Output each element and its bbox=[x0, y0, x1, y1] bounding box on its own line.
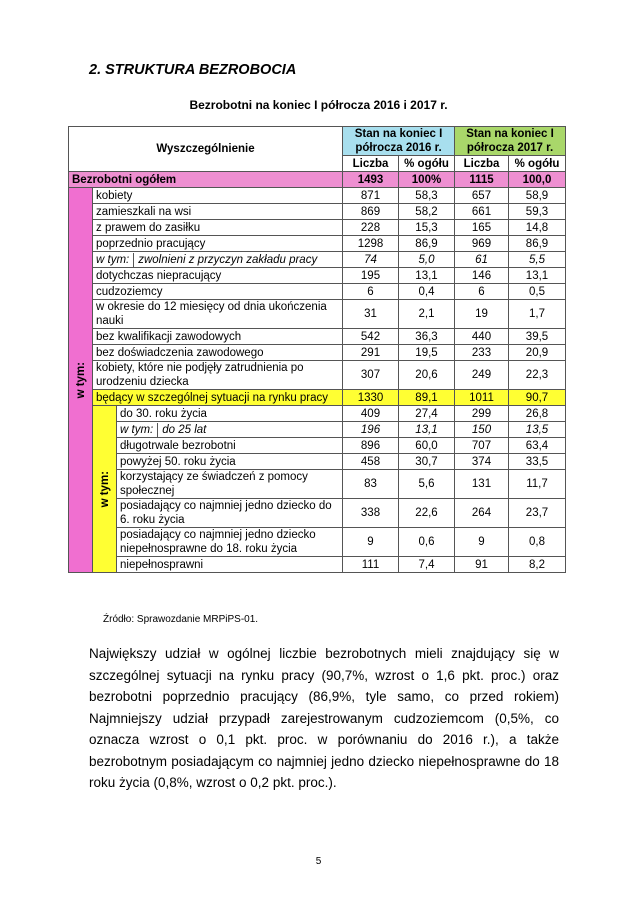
row-count-2016: 871 bbox=[343, 188, 399, 204]
row-count-2017: 657 bbox=[455, 188, 509, 204]
row-pct-2017: 14,8 bbox=[509, 220, 566, 236]
header-liczba-2016: Liczba bbox=[343, 156, 399, 172]
row-count-2017: 91 bbox=[455, 557, 509, 573]
table-row bbox=[69, 422, 566, 438]
row-label: zamieszkali na wsi bbox=[93, 204, 343, 220]
total-label: Bezrobotni ogółem bbox=[69, 172, 343, 188]
row-count-2017: 9 bbox=[455, 528, 509, 557]
row-count-2016: 196 bbox=[343, 422, 399, 438]
row-label: z prawem do zasiłku bbox=[93, 220, 343, 236]
row-pct-2017: 33,5 bbox=[509, 454, 566, 470]
row-label: posiadający co najmniej jedno dziecko niepełnosprawne do 18. roku życia bbox=[117, 528, 343, 557]
table-row bbox=[69, 557, 566, 573]
row-count-2017: 661 bbox=[455, 204, 509, 220]
total-count-2017: 1115 bbox=[455, 172, 509, 188]
row-pct-2016: 58,2 bbox=[399, 204, 455, 220]
row-pct-2016: 13,1 bbox=[399, 268, 455, 284]
row-count-2016: 6 bbox=[343, 284, 399, 300]
row-count-2017: 233 bbox=[455, 345, 509, 361]
header-liczba-2017: Liczba bbox=[455, 156, 509, 172]
row-count-2016: 83 bbox=[343, 470, 399, 499]
row-count-2016: 291 bbox=[343, 345, 399, 361]
row-count-2016: 869 bbox=[343, 204, 399, 220]
row-pct-2017: 23,7 bbox=[509, 499, 566, 528]
table-row bbox=[69, 361, 566, 390]
table-row bbox=[69, 438, 566, 454]
row-count-2017: 707 bbox=[455, 438, 509, 454]
row-pct-2017: 0,5 bbox=[509, 284, 566, 300]
table-row bbox=[69, 204, 566, 220]
row-pct-2017: 1,7 bbox=[509, 300, 566, 329]
row-pct-2016: 36,3 bbox=[399, 329, 455, 345]
w-tym-prefix: w tym: bbox=[96, 253, 134, 267]
row-label: długotrwale bezrobotni bbox=[117, 438, 343, 454]
row-label: w okresie do 12 miesięcy od dnia ukończenia nauki bbox=[93, 300, 343, 329]
row-count-2016: 9 bbox=[343, 528, 399, 557]
row-pct-2017: 11,7 bbox=[509, 470, 566, 499]
row-pct-2016: 15,3 bbox=[399, 220, 455, 236]
row-count-2016: 458 bbox=[343, 454, 399, 470]
row-pct-2016: 7,4 bbox=[399, 557, 455, 573]
row-count-2016: 111 bbox=[343, 557, 399, 573]
table-row bbox=[69, 268, 566, 284]
row-label: posiadający co najmniej jedno dziecko do 6. roku życia bbox=[117, 499, 343, 528]
row-pct-2017: 58,9 bbox=[509, 188, 566, 204]
row-label: kobiety, które nie podjęły zatrudnienia po urodzeniu dziecka bbox=[93, 361, 343, 390]
table-row bbox=[69, 300, 566, 329]
row-label: kobiety bbox=[93, 188, 343, 204]
row-count-2017: 61 bbox=[455, 252, 509, 268]
body-paragraph: Największy udział w ogólnej liczbie bezrobotnych mieli znajdujący się w szczególnej sytuacji na rynku pracy (90,7%, wzrost o 1,6 pkt. proc.) oraz bezrobotni poprzednio pracujący (86,9%, tyle samo, co przed rokiem) Najmniejszy udział przypadł zarejestrowanym cudzoziemcom (0,5%, co oznacza wzrost o 0,1 pkt. proc. w porównaniu do 2016 r.), a także bezrobotnym posiadającym co najmniej jedno dziecko niepełnosprawne do 18 roku życia (0,8%, wzrost o 0,2 pkt. proc.). bbox=[89, 646, 559, 790]
row-count-2017: 969 bbox=[455, 236, 509, 252]
row-count-2016: 195 bbox=[343, 268, 399, 284]
row-pct-2016: 0,4 bbox=[399, 284, 455, 300]
row-pct-2017: 22,3 bbox=[509, 361, 566, 390]
row-pct-2016: 86,9 bbox=[399, 236, 455, 252]
total-count-2016: 1493 bbox=[343, 172, 399, 188]
w-tym-column bbox=[69, 188, 93, 573]
w-tym-label: w tym: bbox=[74, 361, 87, 399]
row-pct-2016: 2,1 bbox=[399, 300, 455, 329]
row-count-2016: 338 bbox=[343, 499, 399, 528]
row-pct-2016: 89,1 bbox=[399, 390, 455, 406]
row-count-2016: 74 bbox=[343, 252, 399, 268]
row-count-2017: 19 bbox=[455, 300, 509, 329]
row-count-2017: 1011 bbox=[455, 390, 509, 406]
row-count-2016: 1298 bbox=[343, 236, 399, 252]
table-row bbox=[69, 345, 566, 361]
row-pct-2017: 59,3 bbox=[509, 204, 566, 220]
row-label: bez doświadczenia zawodowego bbox=[93, 345, 343, 361]
row-pct-2017: 20,9 bbox=[509, 345, 566, 361]
row-count-2016: 409 bbox=[343, 406, 399, 422]
row-pct-2016: 20,6 bbox=[399, 361, 455, 390]
table-row bbox=[69, 220, 566, 236]
row-label: korzystający ze świadczeń z pomocy społecznej bbox=[117, 470, 343, 499]
header-pct-2017: % ogółu bbox=[509, 156, 566, 172]
table-row bbox=[69, 454, 566, 470]
row-label: poprzednio pracujący bbox=[93, 236, 343, 252]
row-count-2017: 131 bbox=[455, 470, 509, 499]
table-row bbox=[69, 470, 566, 499]
row-pct-2016: 27,4 bbox=[399, 406, 455, 422]
row-pct-2017: 5,5 bbox=[509, 252, 566, 268]
header-period-2016: Stan na koniec I półrocza 2016 r. bbox=[343, 127, 455, 156]
special-situation-row bbox=[69, 390, 566, 406]
header-pct-2016: % ogółu bbox=[399, 156, 455, 172]
row-count-2017: 249 bbox=[455, 361, 509, 390]
row-pct-2017: 13,5 bbox=[509, 422, 566, 438]
row-count-2017: 374 bbox=[455, 454, 509, 470]
header-wyszczegolnienie: Wyszczególnienie bbox=[69, 127, 343, 172]
row-pct-2017: 39,5 bbox=[509, 329, 566, 345]
row-pct-2016: 0,6 bbox=[399, 528, 455, 557]
row-pct-2017: 26,8 bbox=[509, 406, 566, 422]
row-label bbox=[93, 252, 343, 268]
row-count-2016: 31 bbox=[343, 300, 399, 329]
w-tym-prefix: w tym: bbox=[120, 423, 158, 437]
row-count-2017: 299 bbox=[455, 406, 509, 422]
row-pct-2017: 63,4 bbox=[509, 438, 566, 454]
row-pct-2017: 0,8 bbox=[509, 528, 566, 557]
row-pct-2016: 19,5 bbox=[399, 345, 455, 361]
row-pct-2017: 8,2 bbox=[509, 557, 566, 573]
row-label: powyżej 50. roku życia bbox=[117, 454, 343, 470]
table-row bbox=[69, 329, 566, 345]
row-pct-2016: 5,0 bbox=[399, 252, 455, 268]
row-label-text: zwolnieni z przyczyn zakładu pracy bbox=[138, 253, 318, 266]
section-heading: 2. STRUKTURA BEZROBOCIA bbox=[89, 62, 297, 78]
table-row bbox=[69, 499, 566, 528]
row-label: cudzoziemcy bbox=[93, 284, 343, 300]
table-row bbox=[69, 528, 566, 557]
table-caption: Bezrobotni na koniec I półrocza 2016 i 2017 r. bbox=[189, 98, 448, 112]
row-pct-2016: 5,6 bbox=[399, 470, 455, 499]
row-count-2016: 896 bbox=[343, 438, 399, 454]
row-count-2017: 165 bbox=[455, 220, 509, 236]
row-label: będący w szczególnej sytuacji na rynku pracy bbox=[93, 390, 343, 406]
row-pct-2017: 90,7 bbox=[509, 390, 566, 406]
source-note: Źródło: Sprawozdanie MRPiPS-01. bbox=[103, 614, 259, 625]
row-count-2017: 6 bbox=[455, 284, 509, 300]
table-row bbox=[69, 188, 566, 204]
w-tym-sub-column bbox=[93, 406, 117, 573]
row-count-2017: 264 bbox=[455, 499, 509, 528]
total-pct-2017: 100,0 bbox=[509, 172, 566, 188]
row-count-2016: 307 bbox=[343, 361, 399, 390]
table-row bbox=[69, 284, 566, 300]
table-row bbox=[69, 406, 566, 422]
row-pct-2017: 13,1 bbox=[509, 268, 566, 284]
row-pct-2016: 60,0 bbox=[399, 438, 455, 454]
row-count-2016: 1330 bbox=[343, 390, 399, 406]
row-pct-2016: 58,3 bbox=[399, 188, 455, 204]
table-row bbox=[69, 252, 566, 268]
row-pct-2017: 86,9 bbox=[509, 236, 566, 252]
row-pct-2016: 22,6 bbox=[399, 499, 455, 528]
row-label: dotychczas niepracujący bbox=[93, 268, 343, 284]
row-label-text: do 25 lat bbox=[162, 423, 207, 436]
page-number: 5 bbox=[315, 856, 322, 867]
row-count-2017: 146 bbox=[455, 268, 509, 284]
table-row bbox=[69, 236, 566, 252]
row-label: niepełnosprawni bbox=[117, 557, 343, 573]
row-pct-2016: 30,7 bbox=[399, 454, 455, 470]
row-label: bez kwalifikacji zawodowych bbox=[93, 329, 343, 345]
row-count-2017: 440 bbox=[455, 329, 509, 345]
row-count-2016: 542 bbox=[343, 329, 399, 345]
w-tym-sub-label: w tym: bbox=[98, 470, 111, 508]
total-row bbox=[69, 172, 566, 188]
row-label bbox=[117, 422, 343, 438]
total-pct-2016: 100% bbox=[399, 172, 455, 188]
row-pct-2016: 13,1 bbox=[399, 422, 455, 438]
row-count-2017: 150 bbox=[455, 422, 509, 438]
row-count-2016: 228 bbox=[343, 220, 399, 236]
unemployment-table bbox=[68, 126, 566, 573]
header-period-2017: Stan na koniec I półrocza 2017 r. bbox=[455, 127, 566, 156]
row-label: do 30. roku życia bbox=[117, 406, 343, 422]
